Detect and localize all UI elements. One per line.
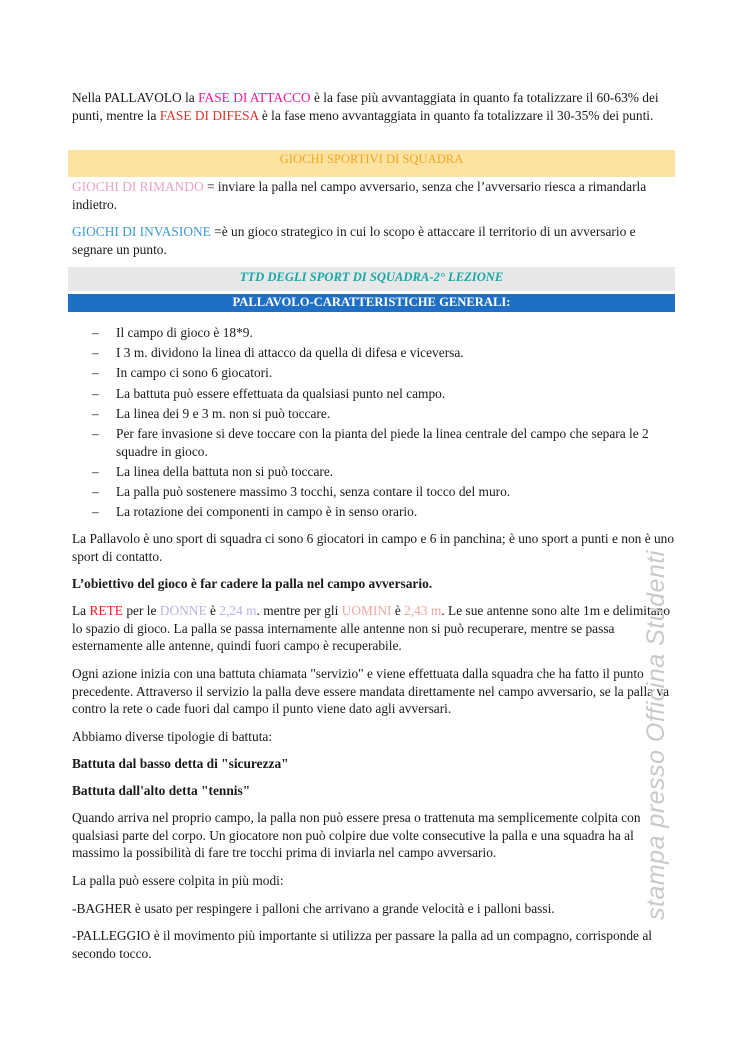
donne-label: DONNE xyxy=(159,603,207,618)
fase-difesa-label: FASE DI DIFESA xyxy=(159,107,259,123)
intro-paragraph xyxy=(72,89,676,124)
giochi-rimando-term: GIOCHI DI RIMANDO xyxy=(72,179,204,194)
list-item-text: Per fare invasione si deve toccare con la pianta del piede la linea centrale del campo che separa le 2 squadre in gioco. xyxy=(116,425,649,459)
palleggio-paragraph xyxy=(72,927,676,962)
battuta-sicurezza-heading xyxy=(72,755,676,773)
invasione-paragraph xyxy=(72,223,676,258)
azione-paragraph xyxy=(72,665,676,718)
giochi-sportivi-heading-text: GIOCHI SPORTIVI DI SQUADRA xyxy=(279,152,464,166)
paragraph-text: -BAGHER è usato per respingere i palloni che arrivano a grande velocità e i palloni bassi. xyxy=(72,901,555,916)
pallavolo-caratteristiche-heading xyxy=(68,294,675,312)
list-item xyxy=(72,385,676,403)
watermark: stampa presso Officina Studenti xyxy=(642,550,670,920)
paragraph-text: Quando arriva nel proprio campo, la palla non può essere presa o trattenuta ma semplicemente colpita con qualsiasi parte del corpo. Un giocatore non può colpire due volte consecutive la palla e una squadra ha al massimo la possibilità di fare tre tocchi prima di inviarla nel campo avversario. xyxy=(72,810,641,861)
pallavolo-caratteristiche-heading-text: PALLAVOLO-CARATTERISTICHE GENERALI: xyxy=(232,295,511,309)
rete-paragraph xyxy=(72,602,676,655)
quando-paragraph xyxy=(72,809,676,862)
ttd-lesson-heading-text: TTD DEGLI SPORT DI SQUADRA-2° LEZIONE xyxy=(239,270,504,284)
giochi-invasione-term: GIOCHI DI INVASIONE xyxy=(72,224,211,239)
dash-bullet: – xyxy=(92,365,99,381)
altezza-uomini: 2,43 m xyxy=(404,603,442,618)
list-item-text: In campo ci sono 6 giocatori. xyxy=(116,365,273,381)
dash-bullet: – xyxy=(92,483,99,499)
battuta-sicurezza-text: Battuta dal basso detta di "sicurezza" xyxy=(72,756,289,771)
list-item xyxy=(72,463,676,481)
rete-text: . Le sue antenne sono alte 1m e delimitano lo spazio di gioco. La palla se passa internamente alle antenne non si può recuperare, mentre se passa esternamente alle antenne, quindi fuori campo è recuperabile. xyxy=(72,603,671,654)
dash-bullet: – xyxy=(92,405,99,421)
intro-text: Nella PALLAVOLO la xyxy=(72,90,199,105)
paragraph-text: Ogni azione inizia con una battuta chiamata "servizio" e viene effettuata dalla squadra che ha fatto il punto precedente. Attraverso il servizio la palla deve essere mandata direttamente nel campo avversario, se la palla va contro la rete o cade fuori dal campo il punto viene dato agli avversari. xyxy=(72,666,670,717)
list-item xyxy=(72,344,676,362)
obiettivo-paragraph xyxy=(72,575,676,593)
pallavolo-sport-paragraph xyxy=(72,530,676,565)
obiettivo-text: L’obiettivo del gioco è far cadere la palla nel campo avversario. xyxy=(72,576,433,591)
battuta-tennis-text: Battuta dall'alto detta "tennis" xyxy=(72,783,251,798)
dash-bullet: – xyxy=(92,345,99,361)
giochi-rimando-definition: = inviare la palla nel campo avversario, senza che l’avversario riesca a rimandarla indietro. xyxy=(72,179,647,212)
paragraph-text: La palla può essere colpita in più modi: xyxy=(72,873,284,888)
uomini-label: UOMINI xyxy=(341,603,392,618)
list-item xyxy=(72,503,676,521)
bagher-paragraph xyxy=(72,900,676,918)
list-item-text: La rotazione dei componenti in campo è in senso orario. xyxy=(116,504,418,520)
list-item-text: La battuta può essere effettuata da qualsiasi punto nel campo. xyxy=(116,385,446,401)
list-item-text: La linea della battuta non si può toccare. xyxy=(116,463,334,479)
fase-attacco-label: FASE DI ATTACCO xyxy=(198,90,311,105)
dash-bullet: – xyxy=(92,463,99,479)
ttd-lesson-heading xyxy=(68,267,675,291)
list-item xyxy=(72,483,676,501)
rete-text: per le xyxy=(122,603,160,618)
rete-text: è xyxy=(391,603,405,618)
intro-text: è la fase meno avvantaggiata in quanto fa totalizzare il 30-35% dei punti. xyxy=(258,107,654,123)
list-item-text: I 3 m. dividono la linea di attacco da quella di difesa e viceversa. xyxy=(116,345,464,361)
list-item-text: La linea dei 9 e 3 m. non si può toccare. xyxy=(116,405,331,421)
intro-text: è la fase più avvantaggiata in quanto fa totalizzare il 60-63% dei punti, mentre la xyxy=(72,90,659,123)
paragraph-text: -PALLEGGIO è il movimento più importante si utilizza per passare la palla ad un compagno, corrisponde al secondo tocco. xyxy=(72,928,652,961)
rete-text: è xyxy=(206,603,220,618)
paragraph-text: Abbiamo diverse tipologie di battuta: xyxy=(72,729,273,744)
caratteristiche-list xyxy=(72,324,676,523)
list-item-text: Il campo di gioco è 18*9. xyxy=(116,325,253,340)
giochi-invasione-definition: =è un gioco strategico in cui lo scopo è attaccare il territorio di un avversario e segnare un punto. xyxy=(72,224,636,257)
list-item xyxy=(72,405,676,423)
altezza-donne: 2,24 m xyxy=(219,603,257,618)
list-item xyxy=(72,364,676,382)
dash-bullet: – xyxy=(92,425,99,441)
tipologie-paragraph xyxy=(72,728,676,746)
battuta-tennis-heading xyxy=(72,782,676,800)
giochi-sportivi-heading xyxy=(68,150,675,177)
dash-bullet: – xyxy=(92,325,99,340)
modi-paragraph xyxy=(72,872,676,890)
list-item xyxy=(72,324,676,342)
dash-bullet: – xyxy=(92,385,99,401)
list-item-text: La palla può sostenere massimo 3 tocchi, senza contare il tocco del muro. xyxy=(116,483,511,499)
rimando-paragraph xyxy=(72,178,676,213)
list-item xyxy=(72,425,676,460)
paragraph-text: La Pallavolo è uno sport di squadra ci sono 6 giocatori in campo e 6 in panchina; è uno sport a punti e non è uno sport di contatto. xyxy=(72,531,675,564)
rete-label: RETE xyxy=(89,603,123,618)
dash-bullet: – xyxy=(92,504,99,520)
rete-text: . mentre per gli xyxy=(256,603,342,618)
rete-text: La xyxy=(72,603,90,618)
